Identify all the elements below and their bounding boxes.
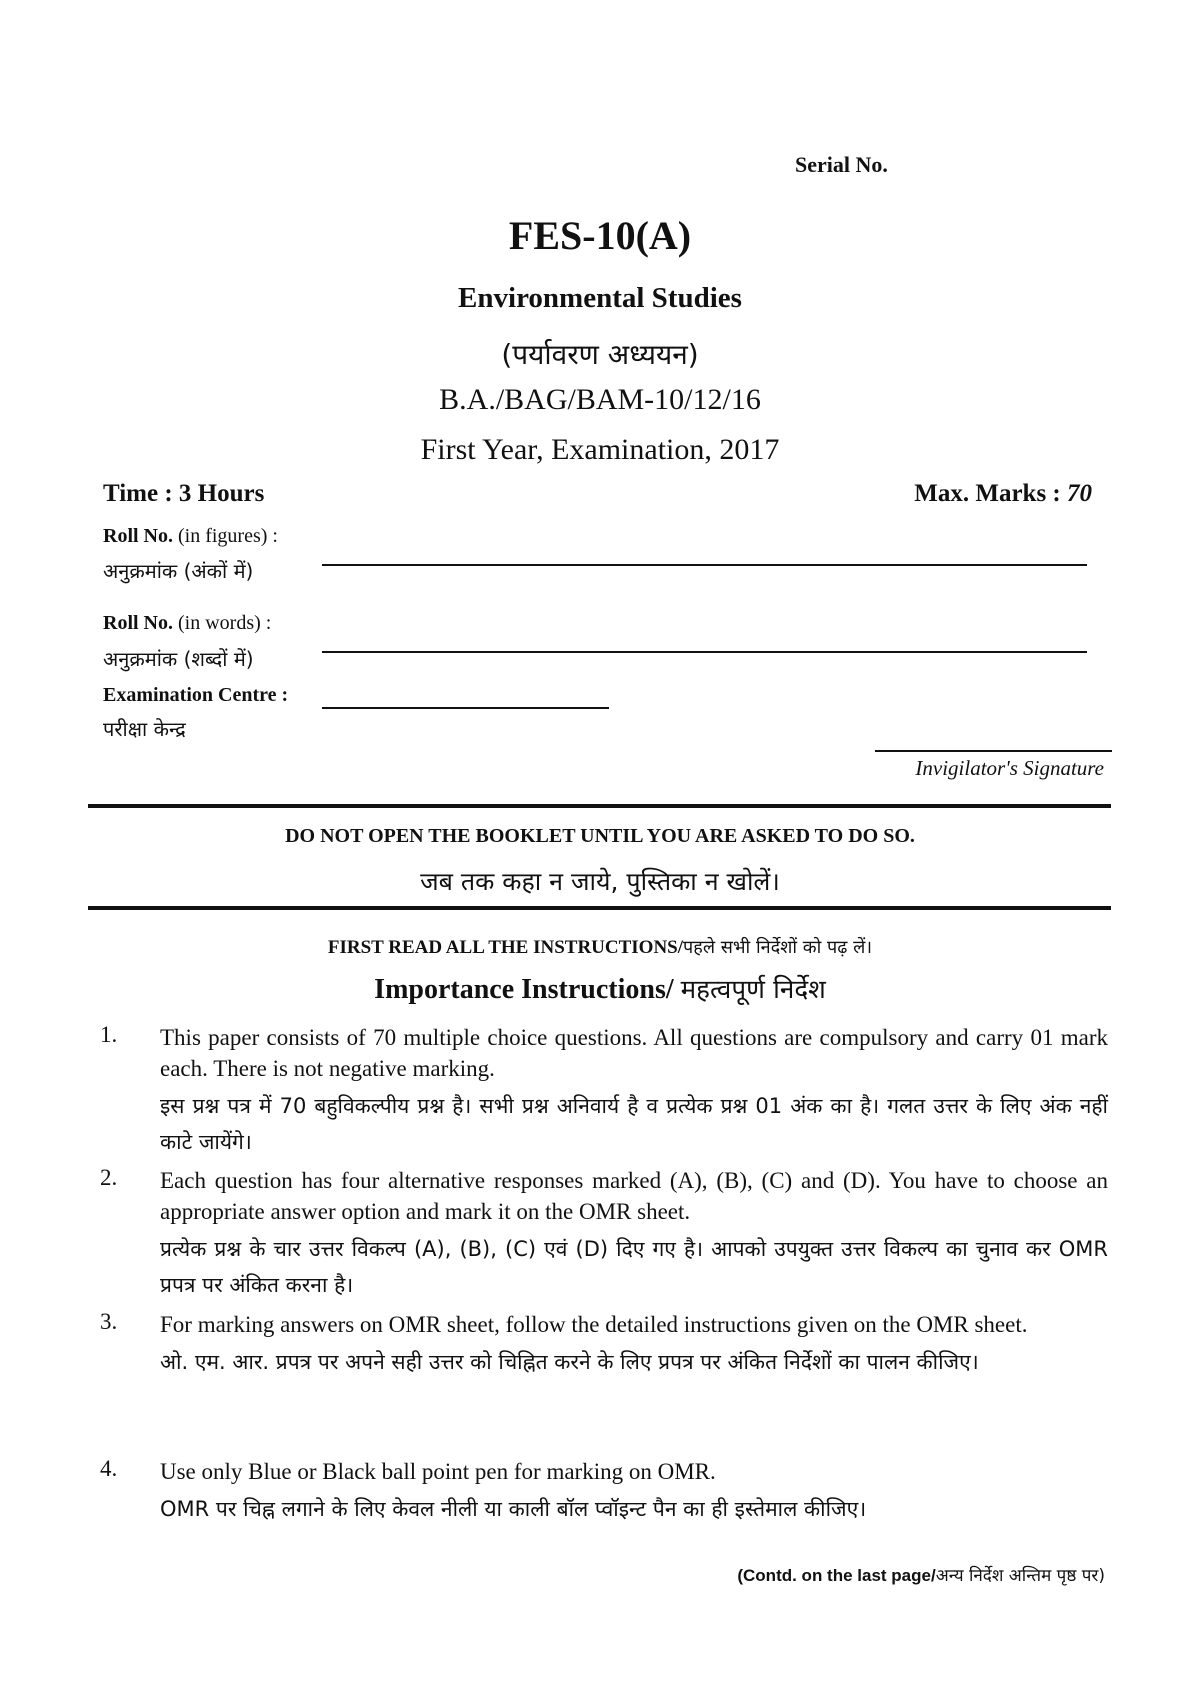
subject-title-hindi: (पर्यावरण अध्ययन): [501, 338, 699, 371]
roll-words-label: [103, 612, 271, 635]
instructions-heading-hindi: महत्वपूर्ण निर्देश: [680, 975, 826, 1005]
warning-hindi: जब तक कहा न जाये, पुस्तिका न खोलें।: [420, 867, 780, 896]
instruction-item: [100, 1456, 1108, 1527]
instruction-hindi: प्रत्येक प्रश्न के चार उत्तर विकल्प (A), (B), (C) एवं (D) दिए गए है। आपको उपयुक्त उत्तर विकल्प का चुनाव कर OMR प्रपत्र पर अंकित करना है।: [160, 1237, 1108, 1297]
first-read-english: FIRST READ ALL THE INSTRUCTIONS/: [327, 937, 684, 958]
bottom-divider: [88, 906, 1111, 910]
instruction-number: 1.: [100, 1022, 118, 1047]
instruction-item: [100, 1165, 1108, 1303]
exam-title: First Year, Examination, 2017: [420, 433, 780, 466]
roll-words-bold: Roll No.: [103, 612, 173, 634]
exam-centre-hindi-label: परीक्षा केन्द्र: [103, 717, 186, 741]
first-read-hindi: पहले सभी निर्देशों को पढ़ लें।: [683, 937, 873, 958]
instruction-hindi: ओ. एम. आर. प्रपत्र पर अपने सही उत्तर को चिह्नित करने के लिए प्रपत्र पर अंकित निर्देशों का पालन कीजिए।: [160, 1350, 979, 1374]
max-marks: [914, 480, 1092, 508]
instruction-number: 3.: [100, 1309, 118, 1334]
max-marks-label: Max. Marks :: [914, 480, 1067, 507]
roll-figures-hindi-label: अनुक्रमांक (अंकों में): [103, 559, 254, 583]
instructions-heading-english: Importance Instructions/: [374, 974, 681, 1005]
program-code: B.A./BAG/BAM-10/12/16: [439, 383, 761, 416]
roll-figures-field[interactable]: [322, 564, 1087, 566]
roll-figures-label: [103, 525, 278, 548]
time-label: Time : 3 Hours: [103, 480, 265, 507]
serial-number-label: Serial No.: [795, 152, 888, 177]
instruction-hindi: इस प्रश्न पत्र में 70 बहुविकल्पीय प्रश्न है। सभी प्रश्न अनिवार्य है व प्रत्येक प्रश्न 01 अंक का है। गलत उत्तर के लिए अंक नहीं काटे जायेंगे।: [160, 1094, 1108, 1154]
instruction-english: This paper consists of 70 multiple choice questions. All questions are compulsory and carry 01 mark each. There is not negative marking.: [160, 1025, 1108, 1081]
warning-english: DO NOT OPEN THE BOOKLET UNTIL YOU ARE ASKED TO DO SO.: [285, 825, 915, 847]
paper-code: FES-10(A): [508, 213, 692, 258]
roll-words-rest: (in words) :: [173, 612, 272, 634]
subject-title: Environmental Studies: [458, 282, 742, 314]
instructions-heading: [0, 970, 1200, 1006]
roll-words-field[interactable]: [322, 651, 1087, 653]
invigilator-signature-label: Invigilator's Signature: [915, 756, 1104, 780]
top-divider: [88, 804, 1111, 808]
continued-note-hindi: अन्य निर्देश अन्तिम पृष्ठ पर): [935, 1566, 1105, 1586]
instruction-english: Each question has four alternative responses marked (A), (B), (C) and (D). You have to choose an appropriate answer option and mark it on the OMR sheet.: [160, 1168, 1108, 1224]
exam-centre-field[interactable]: [322, 707, 609, 709]
instruction-number: 2.: [100, 1165, 118, 1190]
instruction-item: [100, 1022, 1108, 1160]
instruction-english: For marking answers on OMR sheet, follow the detailed instructions given on the OMR sheet.: [160, 1312, 1028, 1337]
roll-words-hindi-label: अनुक्रमांक (शब्दों में): [103, 647, 254, 671]
continued-note-english: (Contd. on the last page/: [737, 1566, 936, 1585]
instruction-item: [100, 1309, 1108, 1380]
instruction-english: Use only Blue or Black ball point pen for marking on OMR.: [160, 1459, 716, 1484]
continued-note: [737, 1563, 1105, 1586]
max-marks-value: 70: [1067, 480, 1092, 507]
first-read-notice: [0, 935, 1200, 959]
roll-figures-bold: Roll No.: [103, 525, 173, 547]
instruction-hindi: OMR पर चिह्न लगाने के लिए केवल नीली या काली बॉल प्वॉइन्ट पैन का ही इस्तेमाल कीजिए।: [160, 1497, 867, 1521]
exam-centre-label: Examination Centre :: [103, 684, 289, 706]
roll-figures-rest: (in figures) :: [173, 525, 278, 547]
signature-line[interactable]: [875, 750, 1112, 752]
instruction-number: 4.: [100, 1456, 118, 1481]
